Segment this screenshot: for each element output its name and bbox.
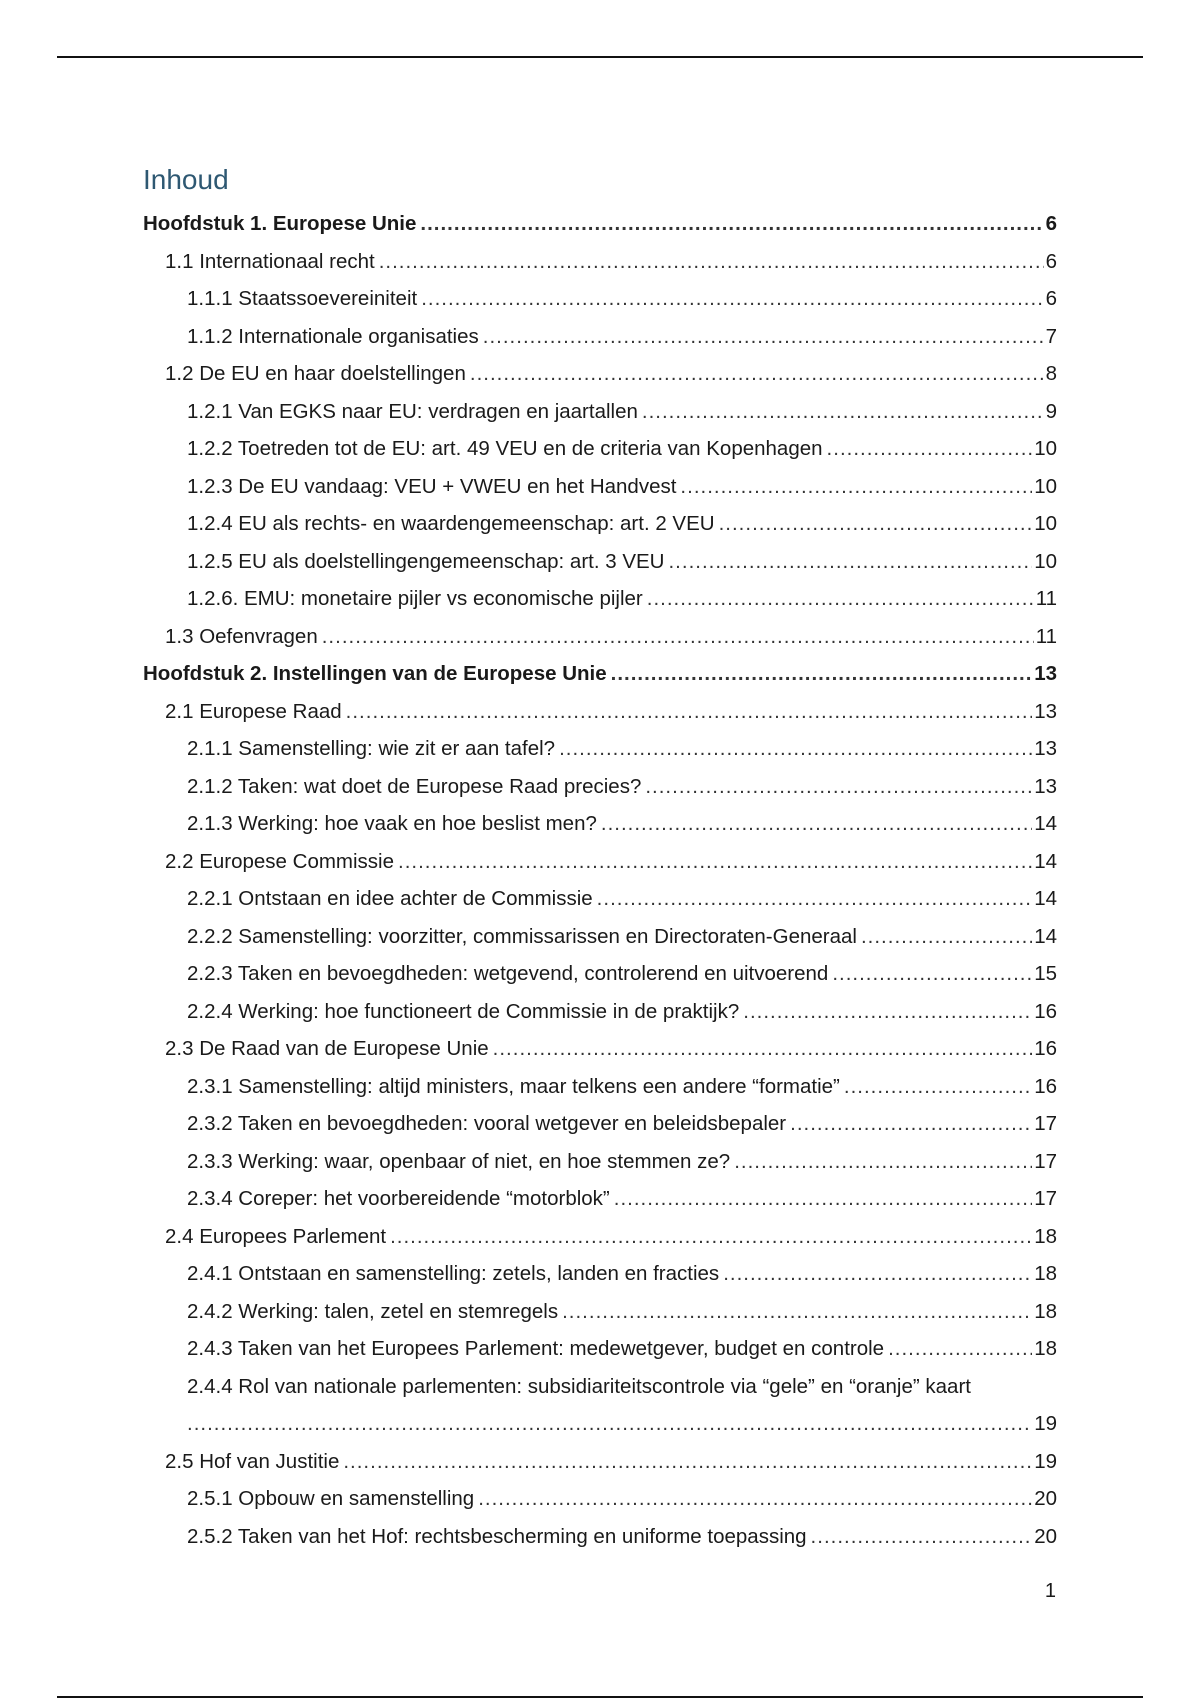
toc-entry[interactable] (143, 430, 1057, 468)
toc-dot-leader (346, 693, 1033, 731)
toc-entry[interactable] (143, 1330, 1057, 1368)
toc-entry-page: 8 (1045, 362, 1057, 385)
toc-dot-leader (790, 1105, 1032, 1143)
toc-entry-title: 2.5 Hof van Justitie (165, 1449, 340, 1473)
toc-entry-title: 2.1.1 Samenstelling: wie zit er aan tafel? (187, 737, 556, 760)
toc-entry-page: 20 (1034, 1487, 1057, 1510)
toc-entry-title: 2.3.3 Werking: waar, openbaar of niet, en hoe stemmen ze? (187, 1149, 731, 1173)
toc-entry-page: 17 (1034, 1187, 1057, 1210)
toc-entry[interactable] (143, 205, 1057, 243)
toc-entry[interactable] (143, 580, 1057, 618)
toc-entry-title: 2.3.1 Samenstelling: altijd ministers, maar telkens een andere “formatie” (187, 1074, 840, 1098)
toc-entry-page: 10 (1034, 549, 1057, 573)
toc-entry-title: 2.2.2 Samenstelling: voorzitter, commissarissen en Directoraten-Generaal (187, 924, 857, 948)
toc-entry-title: 1.3 Oefenvragen (165, 624, 318, 648)
toc-entry-page: 13 (1034, 774, 1057, 798)
toc-entry[interactable] (143, 805, 1057, 843)
toc-entry-title: 1.1.2 Internationale organisaties (187, 324, 479, 348)
toc-dot-leader (483, 318, 1044, 356)
toc-dot-leader (719, 505, 1033, 543)
toc-entry-page: 16 (1034, 1074, 1057, 1098)
toc-entry[interactable] (143, 730, 1057, 768)
toc-entry-title: 2.1.2 Taken: wat doet de Europese Raad precies? (187, 774, 642, 798)
toc-entry-title: 2.4 Europees Parlement (165, 1224, 387, 1248)
toc-entry[interactable] (143, 505, 1057, 543)
toc-entry-page: 19 (1034, 1412, 1057, 1435)
toc-entry[interactable] (143, 1180, 1057, 1218)
toc-entry-page: 19 (1034, 1449, 1057, 1473)
toc-entry[interactable] (143, 768, 1057, 806)
toc-dot-leader (343, 1443, 1032, 1481)
toc-entry[interactable] (143, 1255, 1057, 1293)
toc-entry-title: Hoofdstuk 2. Instellingen van de Europese Unie (143, 662, 607, 685)
toc-entry-page: 18 (1034, 1299, 1057, 1323)
toc-entry-page: 14 (1034, 849, 1057, 873)
toc-dot-leader (379, 243, 1044, 281)
toc-entry-page: 14 (1034, 812, 1057, 835)
toc-entry[interactable] (143, 318, 1057, 356)
toc-dot-leader (601, 805, 1032, 843)
toc-entry-title: 2.2 Europese Commissie (165, 849, 395, 873)
footer-rule (57, 1696, 1143, 1698)
table-of-contents (143, 205, 1057, 1555)
toc-entry-page: 10 (1034, 437, 1057, 460)
toc-entry-title: 2.2.4 Werking: hoe functioneert de Commissie in de praktijk? (187, 999, 740, 1023)
toc-entry-page: 18 (1034, 1337, 1057, 1360)
toc-entry-page: 11 (1035, 624, 1057, 648)
toc-entry[interactable] (143, 993, 1057, 1031)
toc-entry-title: 2.3.4 Coreper: het voorbereidende “motorblok” (187, 1187, 610, 1210)
toc-dot-leader (832, 955, 1032, 993)
toc-entry-title: 1.2 De EU en haar doelstellingen (165, 362, 466, 385)
toc-entry-title: 1.2.4 EU als rechts- en waardengemeenschap: art. 2 VEU (187, 512, 715, 535)
toc-entry[interactable] (143, 843, 1057, 881)
toc-entry-page: 10 (1034, 474, 1057, 498)
toc-entry-title: 2.4.2 Werking: talen, zetel en stemregels (187, 1299, 559, 1323)
toc-dot-leader (398, 843, 1032, 881)
toc-dot-leader (390, 1218, 1032, 1256)
toc-dot-leader (611, 655, 1033, 693)
toc-entry[interactable] (143, 1030, 1057, 1068)
toc-dot-leader (470, 355, 1044, 393)
toc-entry-title: Hoofdstuk 1. Europese Unie (143, 212, 417, 235)
toc-entry[interactable] (143, 1068, 1057, 1106)
toc-entry[interactable] (143, 1518, 1057, 1556)
toc-entry-page: 10 (1034, 512, 1057, 535)
page-number: 1 (1044, 1580, 1056, 1602)
toc-entry-page: 6 (1045, 212, 1057, 235)
toc-dot-leader (562, 1293, 1032, 1331)
toc-dot-leader (478, 1480, 1032, 1518)
toc-entry[interactable] (143, 955, 1057, 993)
toc-entry-title: 2.3 De Raad van de Europese Unie (165, 1037, 489, 1060)
toc-dot-leader (614, 1180, 1032, 1218)
toc-dot-leader (420, 205, 1043, 243)
toc-entry[interactable] (143, 243, 1057, 281)
toc-entry-page: 15 (1034, 962, 1057, 985)
toc-entry-page: 9 (1045, 399, 1057, 423)
toc-entry-title: 2.4.3 Taken van het Europees Parlement: medewetgever, budget en controle (187, 1337, 885, 1360)
toc-entry-title: 2.2.1 Ontstaan en idee achter de Commissie (187, 887, 593, 910)
toc-dot-leader (680, 468, 1032, 506)
toc-dot-leader (888, 1330, 1032, 1368)
toc-entry-page: 16 (1034, 999, 1057, 1023)
toc-entry-title: 1.2.5 EU als doelstellingengemeenschap: art. 3 VEU (187, 549, 665, 573)
toc-entry[interactable] (143, 618, 1057, 656)
toc-dot-leader (827, 430, 1033, 468)
toc-entry-title: 1.2.2 Toetreden tot de EU: art. 49 VEU en de criteria van Kopenhagen (187, 437, 823, 460)
toc-entry[interactable] (143, 393, 1057, 431)
toc-entry[interactable] (143, 543, 1057, 581)
toc-entry[interactable] (143, 655, 1057, 693)
toc-dot-leader (645, 768, 1032, 806)
toc-heading: Inhoud (143, 164, 229, 195)
toc-dot-leader (811, 1518, 1033, 1556)
toc-entry[interactable] (143, 1368, 1057, 1443)
toc-entry-page: 6 (1045, 249, 1057, 273)
toc-entry-page: 13 (1034, 737, 1057, 760)
toc-entry-title: 1.1 Internationaal recht (165, 249, 375, 273)
toc-entry-title: 2.3.2 Taken en bevoegdheden: vooral wetgever en beleidsbepaler (187, 1112, 787, 1135)
toc-entry-page: 20 (1034, 1524, 1057, 1548)
toc-dot-leader (668, 543, 1032, 581)
toc-entry[interactable] (143, 1143, 1057, 1181)
toc-entry-title: 1.2.1 Van EGKS naar EU: verdragen en jaartallen (187, 399, 638, 423)
toc-dot-leader (187, 1405, 1032, 1443)
toc-dot-leader (723, 1255, 1032, 1293)
toc-entry[interactable] (143, 1293, 1057, 1331)
toc-entry-page: 18 (1034, 1262, 1057, 1285)
toc-entry[interactable] (143, 880, 1057, 918)
toc-entry[interactable] (143, 693, 1057, 731)
toc-entry-title: 2.4.4 Rol van nationale parlementen: subsidiariteitscontrole via “gele” en “oranje” kaart (187, 1374, 971, 1398)
toc-dot-leader (559, 730, 1032, 768)
toc-entry-title: 2.2.3 Taken en bevoegdheden: wetgevend, controlerend en uitvoerend (187, 962, 829, 985)
toc-entry-page: 16 (1034, 1037, 1057, 1060)
toc-entry[interactable] (143, 468, 1057, 506)
toc-dot-leader (642, 393, 1044, 431)
toc-dot-leader (647, 580, 1034, 618)
toc-dot-leader (743, 993, 1032, 1031)
toc-entry-title: 1.1.1 Staatssoevereiniteit (187, 287, 418, 310)
toc-entry[interactable] (143, 1443, 1057, 1481)
toc-dot-leader (844, 1068, 1032, 1106)
toc-entry-page: 14 (1034, 887, 1057, 910)
toc-entry-title: 1.2.6. EMU: monetaire pijler vs economische pijler (187, 587, 643, 610)
toc-entry-title: 2.1.3 Werking: hoe vaak en hoe beslist men? (187, 812, 597, 835)
toc-entry-page: 18 (1034, 1224, 1057, 1248)
toc-entry[interactable] (143, 1105, 1057, 1143)
toc-dot-leader (734, 1143, 1032, 1181)
toc-entry-page: 17 (1034, 1149, 1057, 1173)
toc-entry-title: 1.2.3 De EU vandaag: VEU + VWEU en het Handvest (187, 474, 677, 498)
toc-dot-leader (421, 280, 1043, 318)
toc-entry-page: 13 (1034, 662, 1057, 685)
toc-entry-page: 11 (1035, 587, 1057, 610)
toc-entry-page: 13 (1034, 699, 1057, 723)
toc-dot-leader (861, 918, 1032, 956)
toc-entry-title: 2.5.1 Opbouw en samenstelling (187, 1487, 475, 1510)
toc-entry[interactable] (143, 1218, 1057, 1256)
toc-entry-title: 2.1 Europese Raad (165, 699, 342, 723)
toc-entry-page: 14 (1034, 924, 1057, 948)
toc-entry-title: 2.4.1 Ontstaan en samenstelling: zetels, landen en fracties (187, 1262, 720, 1285)
header-rule (57, 56, 1143, 58)
toc-entry-page: 17 (1034, 1112, 1057, 1135)
toc-entry-page: 7 (1045, 324, 1057, 348)
toc-entry[interactable] (143, 355, 1057, 393)
toc-entry-title: 2.5.2 Taken van het Hof: rechtsbescherming en uniforme toepassing (187, 1524, 807, 1548)
toc-entry-page: 6 (1045, 287, 1057, 310)
toc-entry[interactable] (143, 918, 1057, 956)
toc-dot-leader (597, 880, 1033, 918)
toc-entry[interactable] (143, 280, 1057, 318)
toc-dot-leader (322, 618, 1034, 656)
toc-dot-leader (493, 1030, 1033, 1068)
toc-entry[interactable] (143, 1480, 1057, 1518)
